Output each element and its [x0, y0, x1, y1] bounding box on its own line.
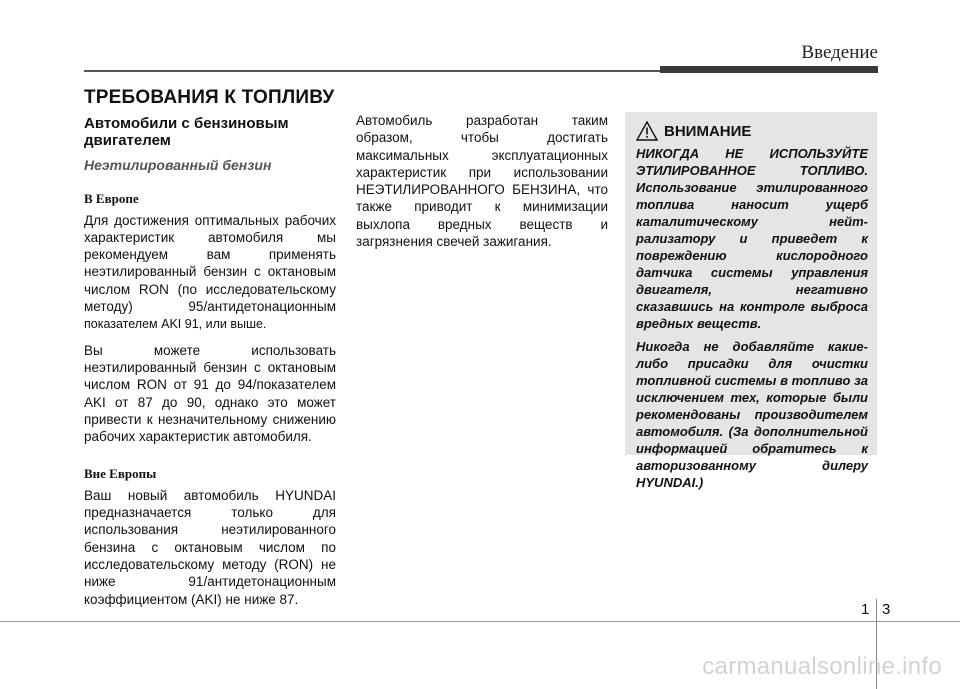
warning-paragraph-2: Никогда не добавляйте какие-либо присадки для очистки топливной системы в топливо за исключением тех, которые были рекомендованы производителем автомобиля. (За дополнительной информацией обратитесь к авторизованному дилеру HYUNDAI.) [636, 339, 868, 490]
subheading: Автомобили с бензиновым двигателем [84, 115, 289, 149]
europe-paragraph-1 [84, 212, 336, 334]
europe-paragraph-1-tail: показателем AKI 91, или выше. [84, 317, 267, 332]
outside-europe-label: Вне Европы [84, 466, 157, 482]
page-number: 3 [882, 601, 891, 618]
header-rule [84, 70, 660, 72]
section-title: Введение [801, 42, 878, 63]
outside-europe-paragraph: Ваш новый автомобиль HYUNDAI предназначается только для использования неэтилированного бензина с октановым числом по исследовательскому методу (RON) не ниже 91/антидетонационным коэффициентом (AKI) не ниже 87. [84, 487, 336, 607]
warning-box [625, 112, 877, 490]
warning-title: ВНИМАНИЕ [664, 122, 752, 140]
middle-column [356, 112, 608, 258]
europe-label: В Европе [84, 191, 139, 207]
europe-paragraph-2: Вы можете использовать неэтилированный бензин с октановым числом RON от 91 до 94/показателем AKI от 87 до 90, однако это может привести к незначительному снижению рабочих характеристик автомобиля. [84, 342, 336, 445]
page-header [0, 0, 960, 80]
main-heading: ТРЕБОВАНИЯ К ТОПЛИВУ [84, 87, 335, 108]
warning-title-row [636, 121, 868, 141]
footer-rule [0, 621, 960, 622]
warning-triangle-icon [636, 121, 658, 141]
left-column [84, 112, 336, 616]
europe-paragraph-1-body: Для достижения оптимальных рабочих характеристик автомобиля мы рекомендуем вам применять неэтилированный бензин с октановым числом RON (по исследовательскому методу) 95/антидетонационным [84, 212, 336, 315]
spacer [84, 453, 336, 465]
subsubheading: Неэтилированный бензин [84, 157, 272, 173]
header-rule-accent [660, 66, 878, 73]
middle-paragraph: Автомобиль разработан таким образом, чтобы достигать максимальных эксплуатационных характеристик при использовании НЕЭТИЛИРОВАННОГО БЕНЗИНА, что также приводит к минимизации выхлопа вредных веществ и загрязнения свечей зажигания. [356, 113, 608, 250]
watermark: carmanualsonline.info [702, 653, 942, 680]
warning-paragraph-1: НИКОГДА НЕ ИСПОЛЬЗУЙТЕ ЭТИЛИРОВАННОЕ ТОПЛИВО. Использование этилированного топлива наносит ущерб каталитическому нейт-рализатору и приведет к повреждению кислородного датчика системы управления двигателя, негативно сказавшись на контроле выброса вредных веществ. [636, 146, 868, 331]
chapter-number: 1 [861, 601, 870, 618]
